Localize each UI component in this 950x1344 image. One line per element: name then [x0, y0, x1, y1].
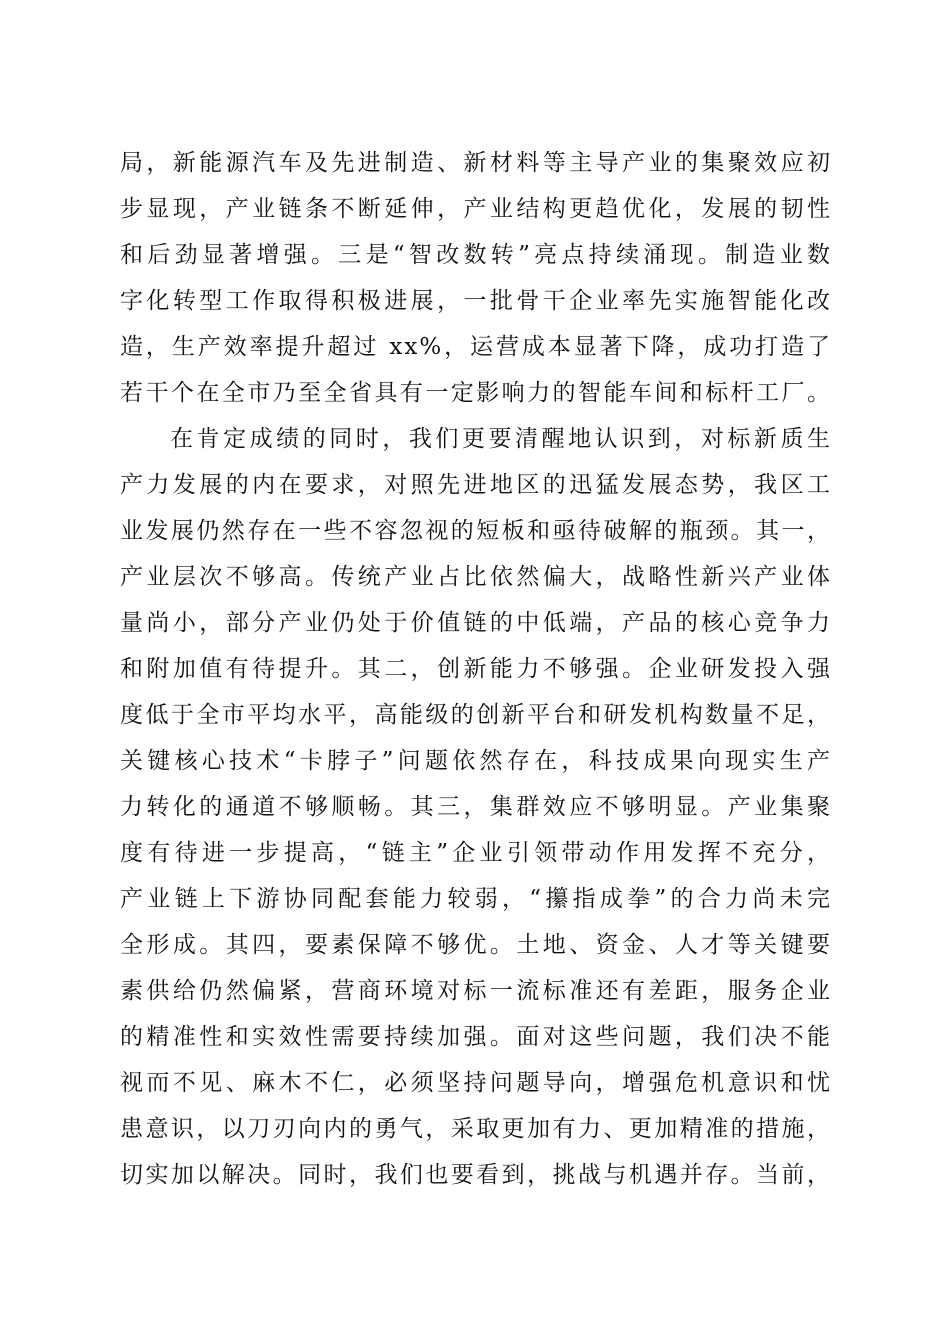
text-line: 产力发展的内在要求，对照先进地区的迅猛发展态势，我区工	[120, 472, 832, 498]
text-line: 度有待进一步提高，“链主”企业引领带动作用发挥不充分，	[120, 840, 832, 866]
text-line: 产业链上下游协同配套能力较弱，“攥指成拳”的合力尚未完	[120, 886, 832, 912]
text-line: 和附加值有待提升。其二，创新能力不够强。企业研发投入强	[120, 656, 832, 682]
text-line: 患意识，以刀刃向内的勇气，采取更加有力、更加精准的措施，	[120, 1116, 832, 1142]
text-line: 全形成。其四，要素保障不够优。土地、资金、人才等关键要	[120, 932, 832, 958]
text-line: 素供给仍然偏紧，营商环境对标一流标准还有差距，服务企业	[120, 978, 832, 1004]
text-line: 和后劲显著增强。三是“智改数转”亮点持续涌现。制造业数	[120, 242, 832, 268]
paragraph-first-line: 在肯定成绩的同时，我们更要清醒地认识到，对标新质生	[170, 426, 832, 452]
text-line: 若干个在全市乃至全省具有一定影响力的智能车间和标杆工厂。	[120, 380, 832, 406]
text-line: 局，新能源汽车及先进制造、新材料等主导产业的集聚效应初	[120, 150, 832, 176]
text-line: 量尚小，部分产业仍处于价值链的中低端，产品的核心竞争力	[120, 610, 832, 636]
text-line: 力转化的通道不够顺畅。其三，集群效应不够明显。产业集聚	[120, 794, 832, 820]
text-line: 视而不见、麻木不仁，必须坚持问题导向，增强危机意识和忧	[120, 1070, 832, 1096]
text-line: 切实加以解决。同时，我们也要看到，挑战与机遇并存。当前，	[120, 1162, 832, 1188]
text-line: 度低于全市平均水平，高能级的创新平台和研发机构数量不足，	[120, 702, 832, 728]
body-text	[120, 140, 832, 1198]
text-line: 关键核心技术“卡脖子”问题依然存在，科技成果向现实生产	[120, 748, 832, 774]
text-line: 步显现，产业链条不断延伸，产业结构更趋优化，发展的韧性	[120, 196, 832, 222]
text-line: 造，生产效率提升超过 xx%，运营成本显著下降，成功打造了	[120, 334, 832, 360]
text-line: 的精准性和实效性需要持续加强。面对这些问题，我们决不能	[120, 1024, 832, 1050]
text-line: 产业层次不够高。传统产业占比依然偏大，战略性新兴产业体	[120, 564, 832, 590]
text-line: 字化转型工作取得积极进展，一批骨干企业率先实施智能化改	[120, 288, 832, 314]
text-line: 业发展仍然存在一些不容忽视的短板和亟待破解的瓶颈。其一，	[120, 518, 832, 544]
